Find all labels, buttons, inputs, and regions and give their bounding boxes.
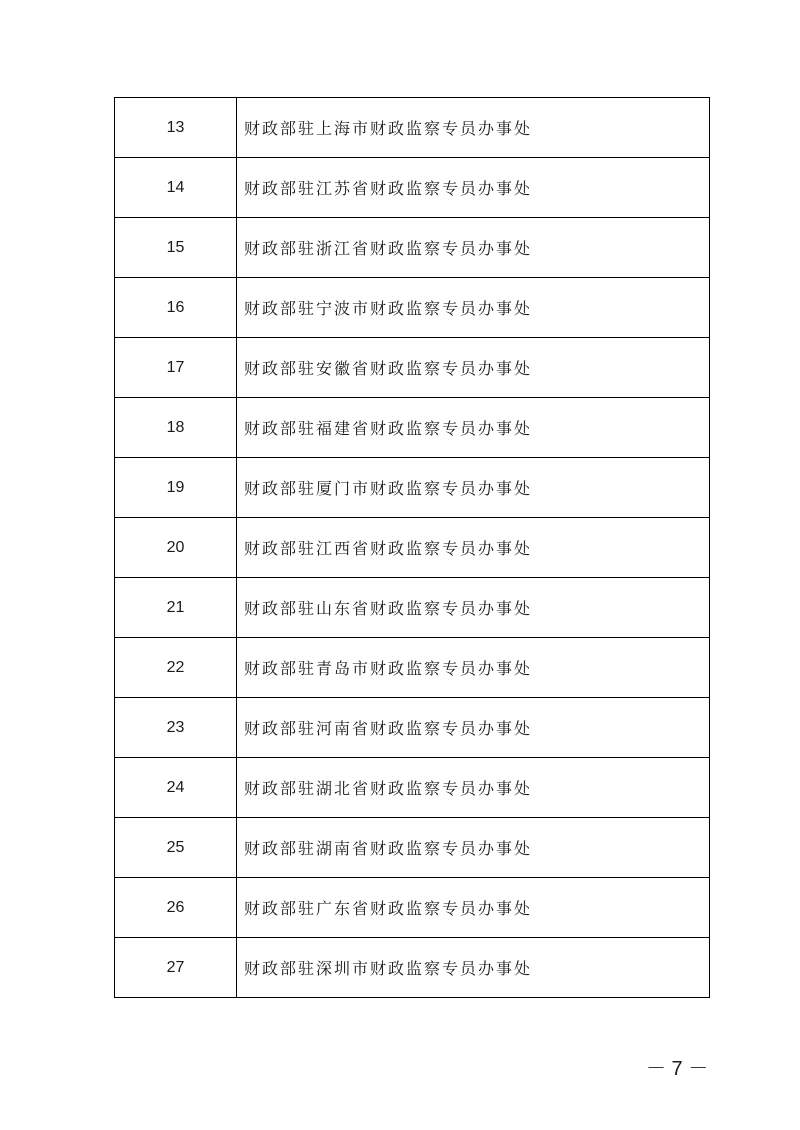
row-number: 13: [115, 98, 237, 157]
table-row: [115, 458, 709, 518]
table-row: [115, 818, 709, 878]
row-number: 25: [115, 818, 237, 877]
row-number: 20: [115, 518, 237, 577]
table-row: [115, 338, 709, 398]
row-number: 27: [115, 938, 237, 997]
row-number: 23: [115, 698, 237, 757]
row-number: 18: [115, 398, 237, 457]
row-number: 19: [115, 458, 237, 517]
table-row: [115, 578, 709, 638]
row-number: 22: [115, 638, 237, 697]
office-name: 财政部驻上海市财政监察专员办事处: [244, 119, 533, 138]
office-name: 财政部驻福建省财政监察专员办事处: [244, 419, 533, 438]
table-row: [115, 638, 709, 698]
office-name: 财政部驻安徽省财政监察专员办事处: [244, 359, 533, 378]
office-name: 财政部驻河南省财政监察专员办事处: [244, 719, 533, 738]
table-row: [115, 158, 709, 218]
page-number: － 7 －: [646, 1058, 709, 1080]
office-name: 财政部驻湖北省财政监察专员办事处: [244, 779, 533, 798]
office-name: 财政部驻广东省财政监察专员办事处: [244, 899, 533, 918]
row-number: 26: [115, 878, 237, 937]
row-number: 24: [115, 758, 237, 817]
table-row: [115, 98, 709, 158]
table-row: [115, 878, 709, 938]
table-row: [115, 938, 709, 998]
row-number: 14: [115, 158, 237, 217]
table-row: [115, 218, 709, 278]
office-name: 财政部驻深圳市财政监察专员办事处: [244, 959, 533, 978]
row-number: 15: [115, 218, 237, 277]
office-name: 财政部驻山东省财政监察专员办事处: [244, 599, 533, 618]
office-name: 财政部驻青岛市财政监察专员办事处: [244, 659, 533, 678]
table-row: [115, 758, 709, 818]
office-name: 财政部驻厦门市财政监察专员办事处: [244, 479, 533, 498]
table-row: [115, 398, 709, 458]
office-table: [114, 97, 710, 998]
office-name: 财政部驻浙江省财政监察专员办事处: [244, 239, 533, 258]
row-number: 16: [115, 278, 237, 337]
office-name: 财政部驻江西省财政监察专员办事处: [244, 539, 533, 558]
table-row: [115, 278, 709, 338]
row-number: 21: [115, 578, 237, 637]
table-row: [115, 518, 709, 578]
office-name: 财政部驻江苏省财政监察专员办事处: [244, 179, 533, 198]
row-number: 17: [115, 338, 237, 397]
office-name: 财政部驻湖南省财政监察专员办事处: [244, 839, 533, 858]
office-name: 财政部驻宁波市财政监察专员办事处: [244, 299, 533, 318]
table-row: [115, 698, 709, 758]
